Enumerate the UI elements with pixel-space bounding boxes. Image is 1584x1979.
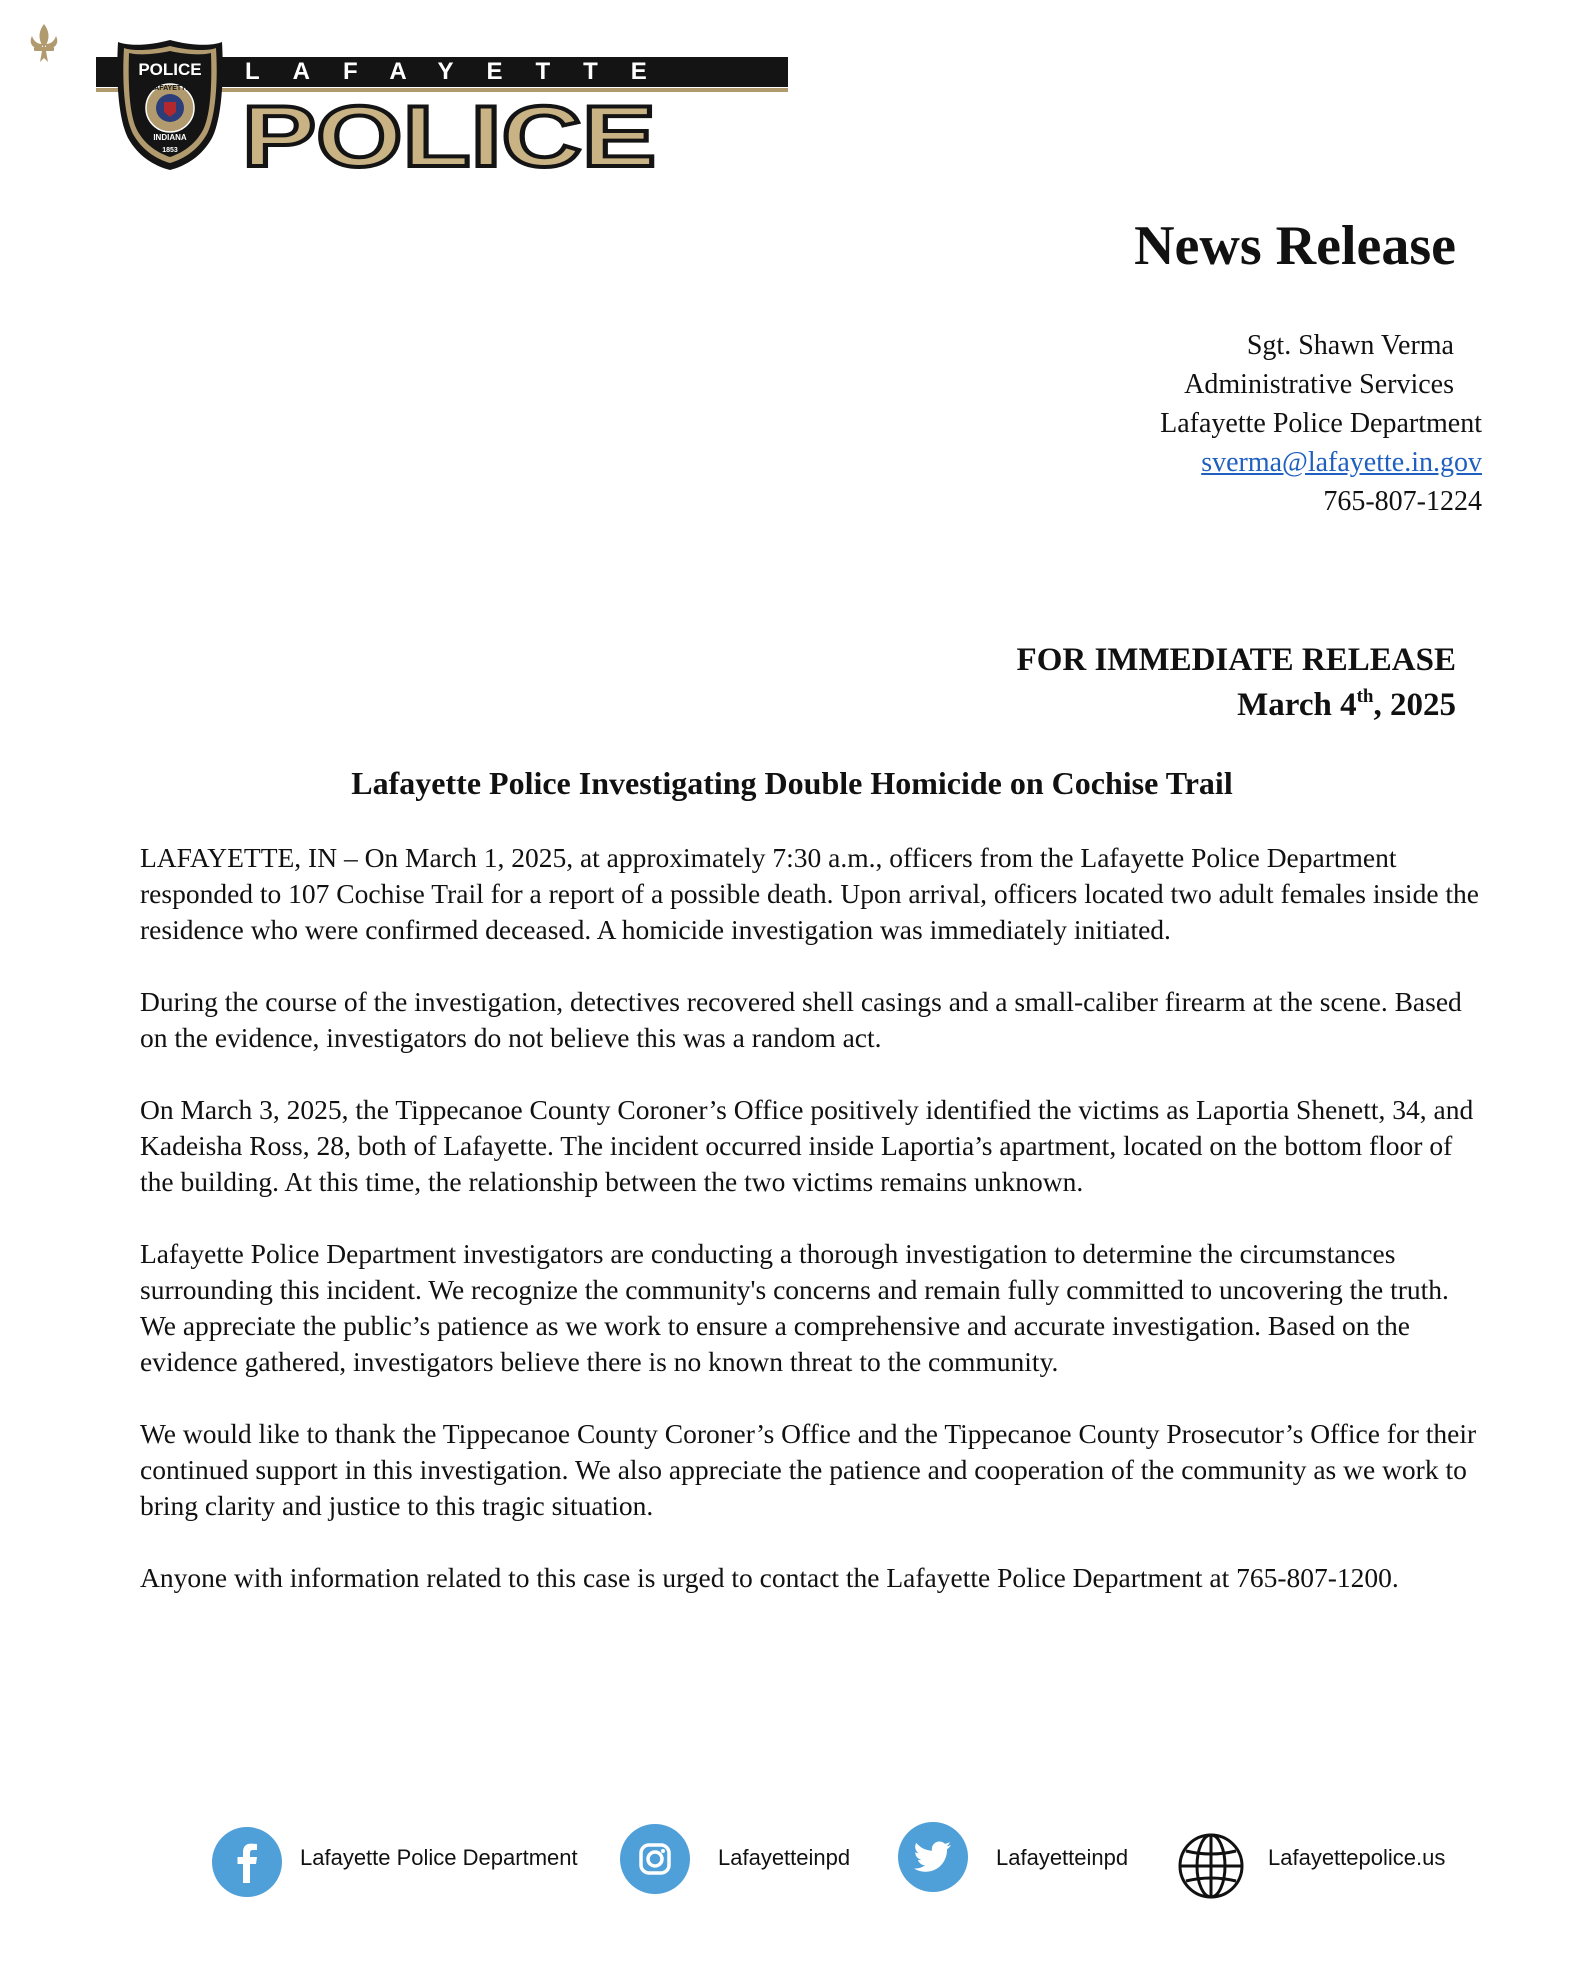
badge-lafayette-text: LAFAYETTE — [149, 85, 191, 92]
twitter-glyph — [898, 1822, 968, 1892]
contact-name: Sgt. Shawn Verma — [1246, 330, 1454, 361]
website-link[interactable]: Lafayettepolice.us — [1268, 1845, 1446, 1870]
release-date-suffix: th — [1356, 686, 1374, 707]
logo-wordmark-lafayette: LAFAYETTE — [245, 58, 680, 85]
page-title: News Release — [1134, 215, 1456, 277]
instagram-icon[interactable] — [620, 1824, 690, 1894]
release-date — [1017, 683, 1456, 728]
paragraph: During the course of the investigation, detectives recovered shell casings and a small-caliber firearm at the scene. Based on the evidence, investigators do not believe this was a random act. — [140, 986, 1462, 1053]
paragraph: Anyone with information related to this case is urged to contact the Lafayette Police Department at 765-807-1200. — [140, 1562, 1399, 1593]
facebook-link[interactable]: Lafayette Police Department — [300, 1845, 578, 1870]
release-date-month: March 4 — [1237, 687, 1357, 723]
facebook-glyph — [212, 1827, 282, 1897]
badge-indiana-text: INDIANA — [153, 133, 187, 142]
paragraph: LAFAYETTE, IN – On March 1, 2025, at approximately 7:30 a.m., officers from the Lafayette Police Department responded to 107 Cochise Trail for a report of a possible death. Upon arrival, officers located two adult females inside the residence who were confirmed deceased. A homicide investigation was immediately initiated. — [140, 842, 1480, 945]
twitter-icon[interactable] — [898, 1822, 968, 1892]
paragraph: Lafayette Police Department investigators are conducting a thorough investigation to determine the circumstances surrounding this incident. We recognize the community's concerns and remain fully committed to uncovering the truth. We appreciate the public’s patience as we work to ensure a comprehensive and accurate investigation. Based on the evidence gathered, investigators believe there is no known threat to the community. — [140, 1238, 1449, 1377]
instagram-link[interactable]: Lafayetteinpd — [718, 1845, 851, 1870]
release-label: FOR IMMEDIATE RELEASE — [1016, 642, 1456, 678]
contact-block — [1160, 326, 1482, 521]
badge-year-text: 1853 — [162, 147, 178, 154]
globe-icon[interactable] — [1176, 1831, 1246, 1901]
contact-phone: 765-807-1224 — [1323, 486, 1482, 517]
fleur-de-lis-icon — [26, 22, 62, 68]
instagram-glyph — [620, 1824, 690, 1894]
logo-police-text: POLICE — [242, 94, 656, 174]
contact-division: Administrative Services — [1184, 369, 1454, 400]
facebook-icon[interactable] — [212, 1827, 282, 1897]
badge-police-text: POLICE — [138, 60, 202, 79]
release-date-year: , 2025 — [1373, 687, 1456, 723]
police-badge-logo — [116, 38, 224, 172]
release-block — [1017, 638, 1456, 728]
paragraph: On March 3, 2025, the Tippecanoe County Coroner’s Office positively identified the victims as Laportia Shenett, 34, and Kadeisha Ross, 28, both of Lafayette. The incident occurred inside Laportia’s apartment, located on the bottom floor of the building. At this time, the relationship between the two victims remains unknown. — [140, 1094, 1474, 1197]
article-body — [140, 840, 1480, 1632]
headline: Lafayette Police Investigating Double Homicide on Cochise Trail — [351, 765, 1233, 801]
logo-wordmark-police — [240, 94, 660, 174]
contact-email-link[interactable]: sverma@lafayette.in.gov — [1201, 447, 1482, 478]
twitter-link[interactable]: Lafayetteinpd — [996, 1845, 1129, 1870]
contact-department: Lafayette Police Department — [1160, 408, 1482, 439]
paragraph: We would like to thank the Tippecanoe County Coroner’s Office and the Tippecanoe County Prosecutor’s Office for their continued support in this investigation. We also appreciate the patience and cooperation of the community as we work to bring clarity and justice to this tragic situation. — [140, 1418, 1477, 1521]
